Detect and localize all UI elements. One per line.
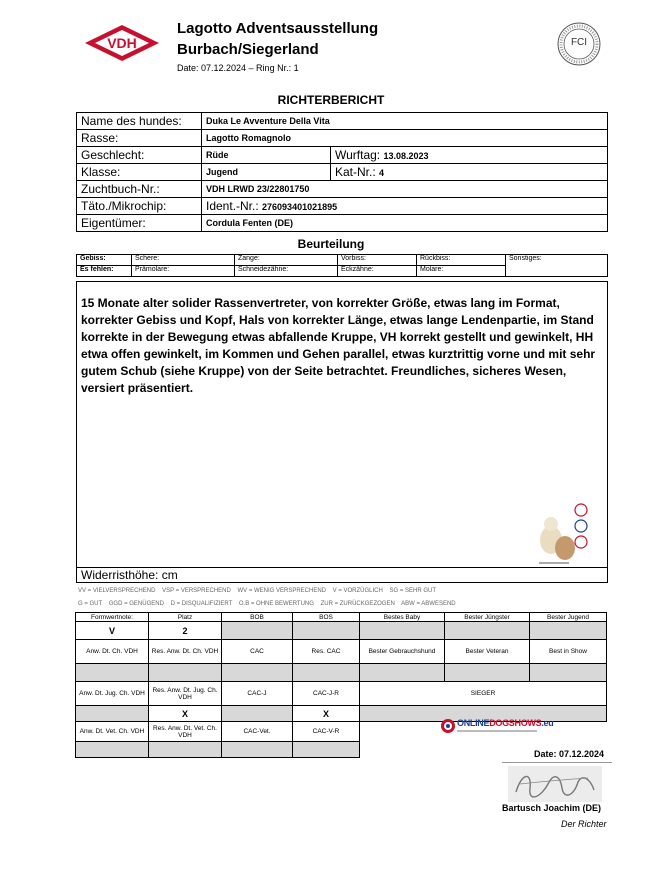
- owner-value: Cordula Fenten (DE): [202, 215, 608, 232]
- chip-label: Täto./Mikrochip:: [77, 198, 202, 215]
- brand-main: DOGSHOWS: [489, 718, 542, 728]
- fci-logo: [556, 21, 602, 67]
- res-res-anw-jug: Res. Anw. Dt. Jug. Ch. VDH: [149, 682, 222, 706]
- teeth-zange: Zange:: [235, 255, 338, 266]
- res-r3-c2: [149, 664, 222, 682]
- teeth-table: [76, 254, 608, 277]
- res-baby-value: [360, 622, 445, 640]
- res-cacj: CAC-J: [222, 682, 293, 706]
- res-veteran: Bester Veteran: [445, 640, 530, 664]
- catno-cell: [331, 164, 608, 181]
- brand-prefix: ONLINE: [457, 718, 490, 728]
- res-winner: SIEGER: [360, 682, 607, 706]
- res-bis: Best in Show: [530, 640, 607, 664]
- res-head-baby: Bestes Baby: [360, 613, 445, 622]
- res-cacjr: CAC-J-R: [293, 682, 360, 706]
- judge-signature: [508, 766, 602, 802]
- sex-value: Rüde: [202, 147, 331, 164]
- mascot-image: [533, 502, 589, 568]
- assessment-title: Beurteilung: [297, 237, 365, 251]
- report-text: 15 Monate alter solider Rassenvertreter, von korrekter Größe, etwas lang im Format, korrekter Gebiss und Kopf, Hals von korrekter Länge, etwas lange Lendenpartie, im Stand korrekte in der Bewegung etwas abfallende Kruppe, VH korrekt gestellt und gewinkelt, HH etwa offen gewinkelt, im Kommen und Gehen parallel, etwas kurztrittig vorne und mit sehr gutem Schub (siehe Kruppe) von der Seite betrachtet. Freundliches, sicheres Wesen, versiert präsentiert.: [81, 296, 596, 395]
- res-res-anw-ch: Res. Anw. Dt. Ch. VDH: [149, 640, 222, 664]
- res-res-anw-jug-mark: X: [149, 706, 222, 722]
- breed-label: Rasse:: [77, 130, 202, 147]
- studbook-label: Zuchtbuch-Nr.:: [77, 181, 202, 198]
- brand-suffix: .eu: [541, 718, 554, 728]
- studbook-value: VDH LRWD 23/22801750: [202, 181, 608, 198]
- res-r7-c1: [76, 742, 149, 758]
- res-grade: V: [76, 622, 149, 640]
- res-head-bos: BOS: [293, 613, 360, 622]
- res-res-anw-vet: Res. Anw. Dt. Vet. Ch. VDH: [149, 722, 222, 742]
- res-head-place: Platz: [149, 613, 222, 622]
- res-r5-c3: [222, 706, 293, 722]
- res-head-bob: BOB: [222, 613, 293, 622]
- catno-value: 4: [379, 168, 385, 178]
- res-anw-jug: Anw. Dt. Jug. Ch. VDH: [76, 682, 149, 706]
- res-cac-v-r: CAC-V-R: [293, 722, 360, 742]
- signature-date: Date: 07.12.2024: [534, 749, 605, 759]
- report-title: RICHTERBERICHT: [277, 93, 385, 107]
- teeth-missing: Es fehlen:: [77, 266, 132, 277]
- res-r3-c3: [222, 664, 293, 682]
- dog-info-table: [76, 112, 608, 232]
- res-r3-c4: [293, 664, 360, 682]
- name-value: Duka Le Avventure Della Vita: [202, 113, 608, 130]
- teeth-rueckbiss: Rückbiss:: [417, 255, 506, 266]
- judge-name: Bartusch Joachim (DE): [502, 803, 602, 813]
- res-cac-vet: CAC-Vet.: [222, 722, 293, 742]
- date-rule: [502, 762, 612, 763]
- res-r7-c4: [293, 742, 360, 758]
- show-title-line1: Lagotto Adventsausstellung: [177, 20, 379, 37]
- teeth-gebiss: Gebiss:: [77, 255, 132, 266]
- breed-value: Lagotto Romagnolo: [202, 130, 608, 147]
- res-anw-vet: Anw. Dt. Vet. Ch. VDH: [76, 722, 149, 742]
- res-r7-c2: [149, 742, 222, 758]
- sex-label: Geschlecht:: [77, 147, 202, 164]
- teeth-molare: Molare:: [417, 266, 506, 277]
- res-head-youngest: Bester Jüngster: [445, 613, 530, 622]
- show-title-line2: Burbach/Siegerland: [177, 41, 319, 58]
- teeth-vorbiss: Vorbiss:: [338, 255, 417, 266]
- res-r3-c5: [360, 664, 445, 682]
- teeth-eckzaehne: Eckzähne:: [338, 266, 417, 277]
- height-box: [76, 567, 608, 583]
- report-text-box: [76, 281, 608, 583]
- res-head-grade: Formwertnote:: [76, 613, 149, 622]
- chip-value: 276093401021895: [262, 202, 338, 212]
- res-bob-value: [222, 622, 293, 640]
- teeth-schere: Schere:: [132, 255, 235, 266]
- res-place: 2: [149, 622, 222, 640]
- teeth-other: Sonstiges:: [506, 255, 608, 277]
- birth-cell: [331, 147, 608, 164]
- chip-cell: [202, 198, 608, 215]
- res-res-cac: Res. CAC: [293, 640, 360, 664]
- res-r3-c7: [530, 664, 607, 682]
- res-head-youth: Bester Jugend: [530, 613, 607, 622]
- chip-ident-label: Ident.-Nr.:: [206, 199, 259, 213]
- catno-label: Kat-Nr.:: [335, 165, 376, 179]
- birth-label: Wurftag:: [335, 148, 381, 162]
- fci-logo-text: FCI: [570, 37, 588, 48]
- res-r3-c6: [445, 664, 530, 682]
- show-date-ring: Date: 07.12.2024 – Ring Nr.: 1: [177, 63, 299, 73]
- res-bos-value: [293, 622, 360, 640]
- res-youth-value: [530, 622, 607, 640]
- owner-label: Eigentümer:: [77, 215, 202, 232]
- onlinedogshows-logo: [440, 716, 554, 738]
- res-anw-ch: Anw. Dt. Ch. VDH: [76, 640, 149, 664]
- res-r5-c1: [76, 706, 149, 722]
- class-value: Jugend: [202, 164, 331, 181]
- res-cac: CAC: [222, 640, 293, 664]
- vdh-logo-text: VDH: [107, 35, 137, 51]
- legend-line1: VV = VIELVERSPRECHEND VSP = VERSPRECHEND WV = WENIG VERSPRECHEND V = VORZÜGLICH SG = SEHR GUT: [78, 588, 437, 594]
- class-label: Klasse:: [77, 164, 202, 181]
- teeth-schneidezaehne: Schneidezähne:: [235, 266, 338, 277]
- birth-value: 13.08.2023: [383, 151, 429, 161]
- teeth-praemolare: Prämolare:: [132, 266, 235, 277]
- name-label: Name des hundes:: [77, 113, 202, 130]
- res-working-dog: Bester Gebrauchshund: [360, 640, 445, 664]
- vdh-logo: [84, 24, 160, 62]
- res-cacjr-mark: X: [293, 706, 360, 722]
- res-youngest-value: [445, 622, 530, 640]
- legend-line2: G = GUT GGD = GENÜGEND D = DISQUALIFIZIERT O.B = OHNE BEWERTUNG ZUR = ZURÜCKGEZOGEN ABW = ABWESEND: [78, 601, 456, 607]
- res-r3-c1: [76, 664, 149, 682]
- judge-role: Der Richter: [561, 819, 607, 829]
- height-label: Widerristhöhe: cm: [81, 568, 178, 582]
- res-r7-c3: [222, 742, 293, 758]
